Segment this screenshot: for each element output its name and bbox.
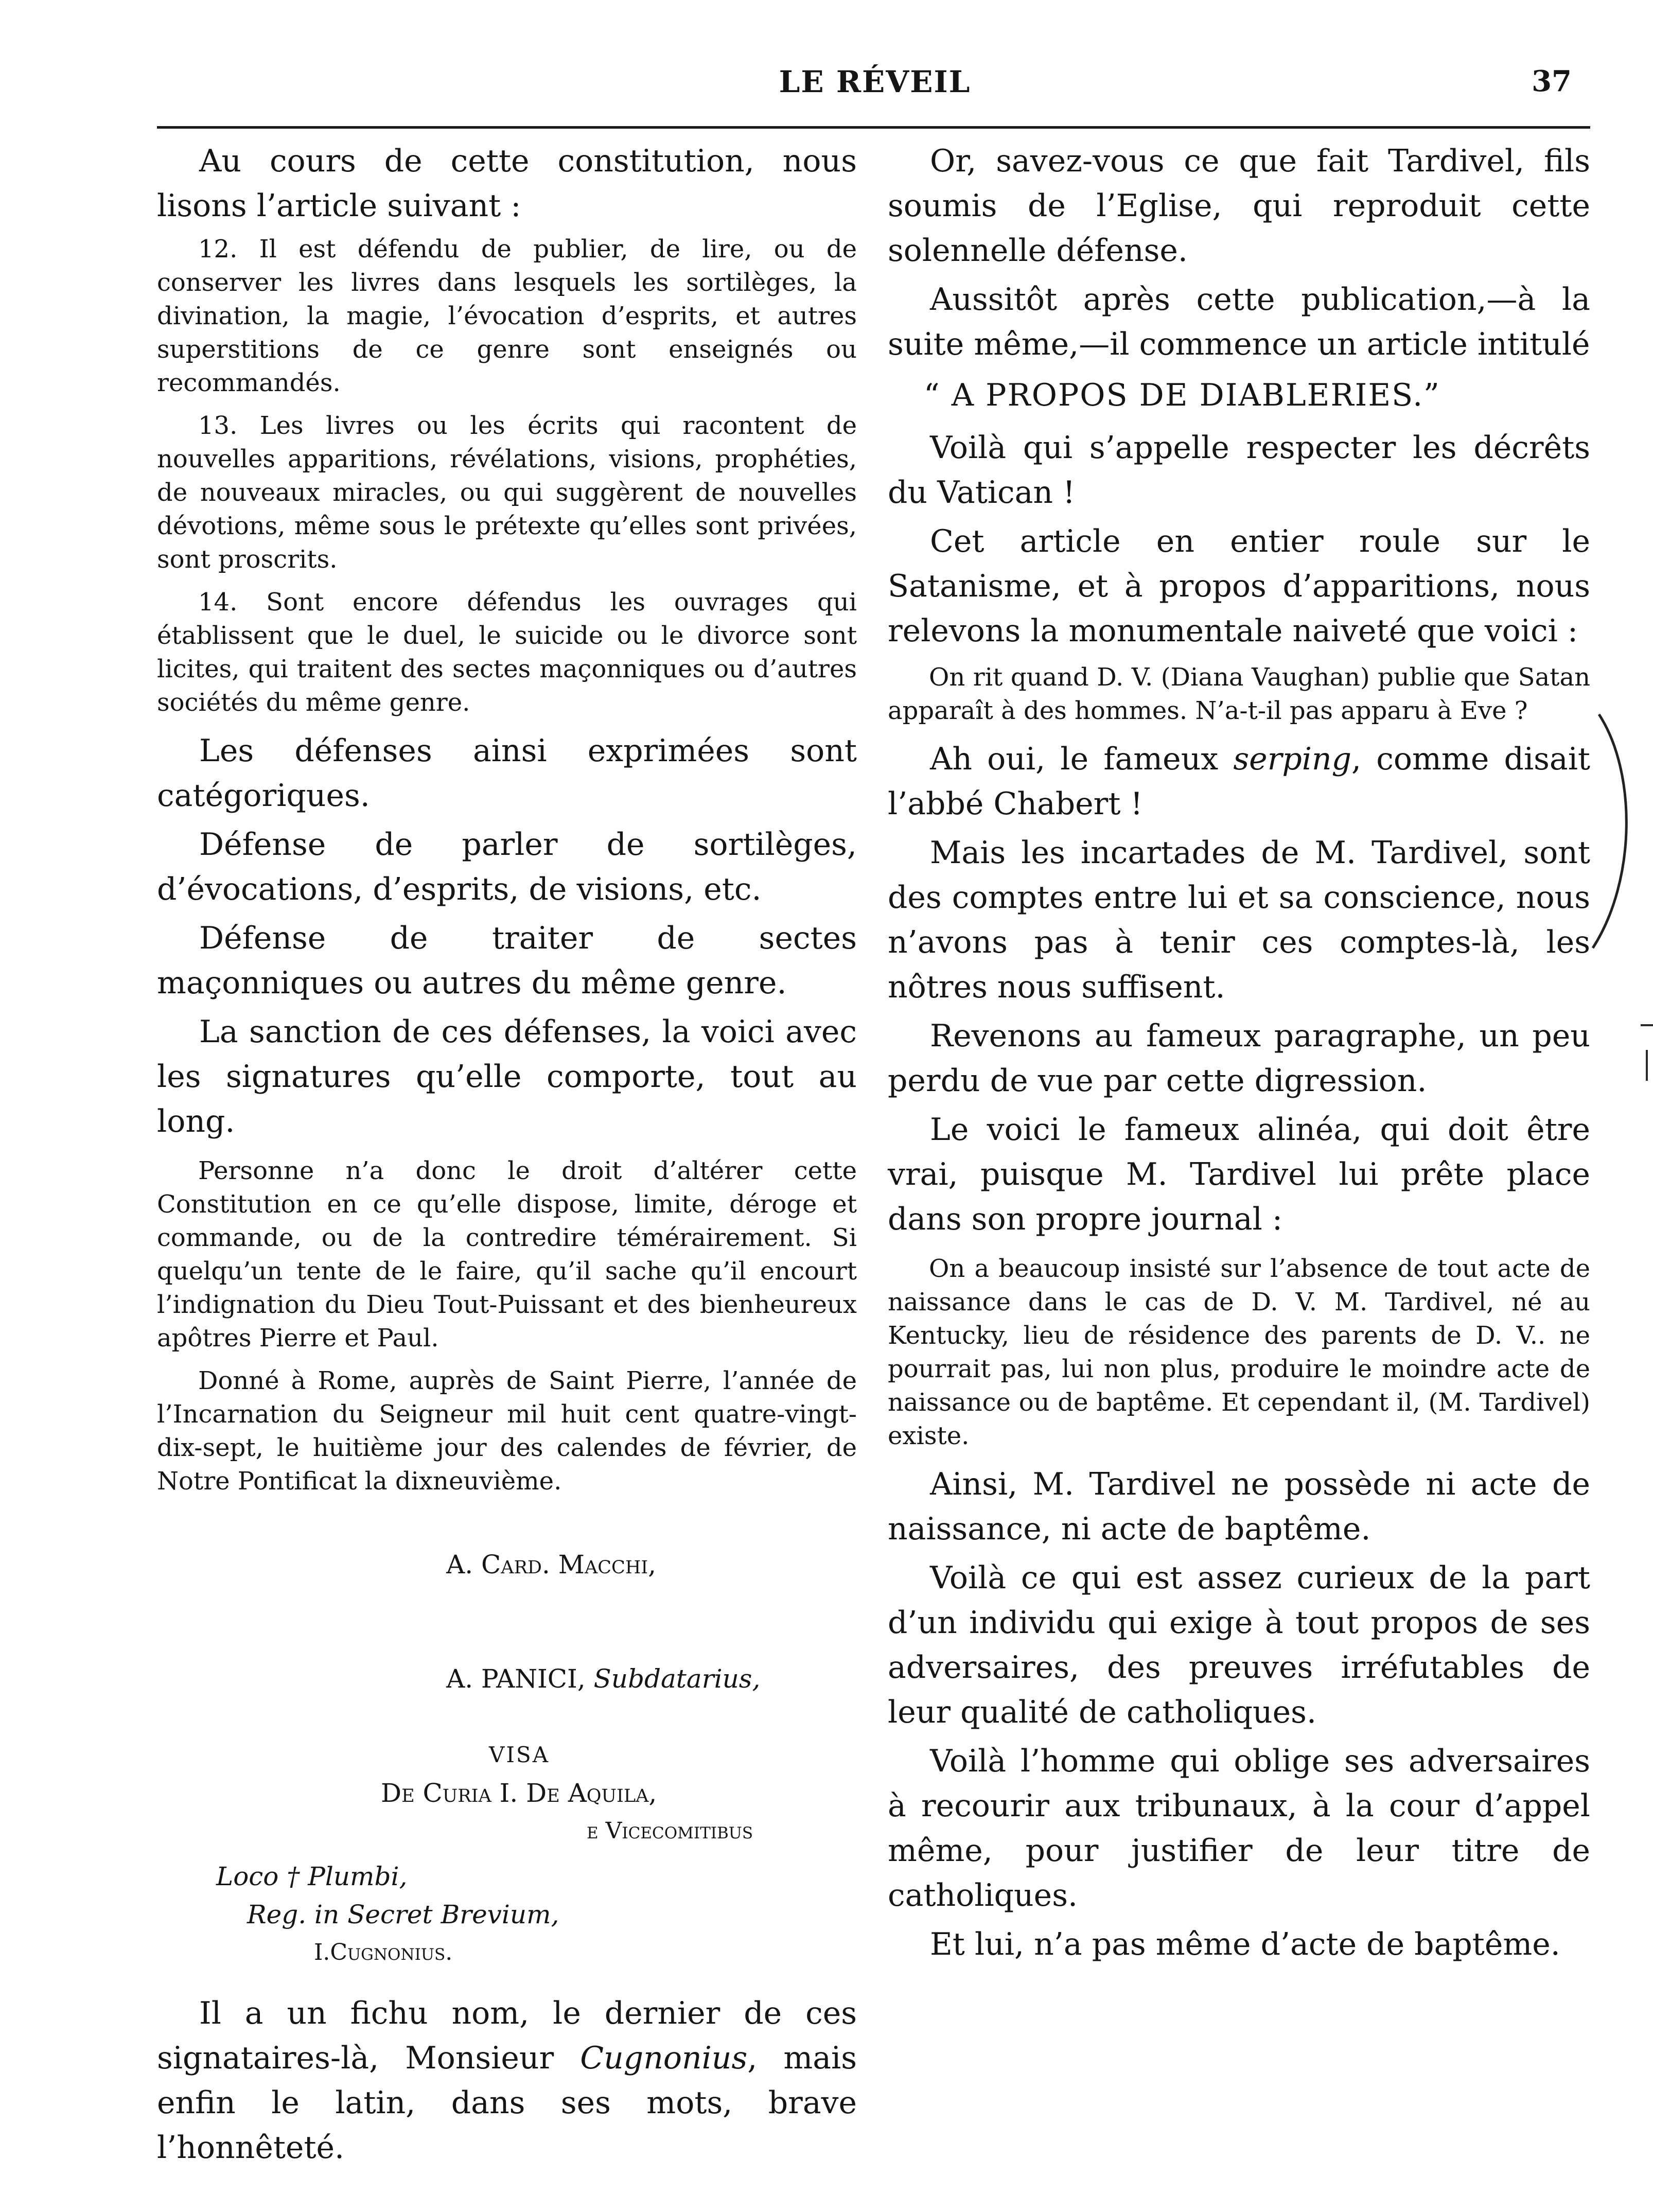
paragraph-ainsi: Ainsi, M. Tardivel ne possède ni acte de naissance, ni acte de baptême. — [888, 1466, 1590, 1547]
article-heading: “ A PROPOS DE DIABLERIES.” — [924, 377, 1440, 413]
paragraph-satanisme: Cet article en entier roule sur le Satanisme, et à propos d’apparitions, nous relevons la monumentale naiveté que voici : — [888, 523, 1590, 649]
paragraph-et-lui: Et lui, n’a pas même d’acte de baptême. — [930, 1926, 1560, 1962]
margin-tick-mark — [1641, 1024, 1653, 1026]
article-13: 13. Les livres ou les écrits qui racontent de nouvelles apparitions, révélations, visions, prophéties, de nouveaux miracles, ou qui suggèrent de nouvelles dévotions, même sous le prétexte qu’elles sont privées, sont proscrits. — [157, 411, 857, 574]
reg-in-secret-brevium: Reg. in Secret Brevium, — [247, 1900, 559, 1929]
loco-plumbi: Loco † Plumbi, — [216, 1862, 408, 1891]
paragraph-categoriques: Les défenses ainsi exprimées sont catégoriques. — [157, 733, 857, 814]
paragraph-or-savez-vous: Or, savez-vous ce que fait Tardivel, fils soumis de l’Eglise, qui reproduit cette solennelle défense. — [888, 143, 1590, 269]
visa-label: VISA — [489, 1742, 550, 1767]
signature-cugnonius: I.Cugnonius. — [314, 1939, 453, 1965]
paragraph-fichu-nom: Il a un fichu nom, le dernier de ces signataires-là, Monsieur Cugnonius, mais enfin le latin, dans ses mots, brave l’honnêteté. — [157, 1995, 857, 2166]
right-column — [888, 139, 1590, 1971]
quote-donne-a-rome: Donné à Rome, auprès de Saint Pierre, l’année de l’Incarnation du Seigneur mil huit cent quatre-vingt-dix-sept, le huitième jour des calendes de février, de Notre Pontificat la dixneuvième. — [157, 1366, 857, 1496]
paragraph-voila-homme: Voilà l’homme qui oblige ses adversaires à recourir aux tribunaux, à la cour d’appel même, pour justifier de leur titre de catholiques. — [888, 1743, 1590, 1913]
paragraph-voila-decrets: Voilà qui s’appelle respecter les décrêts du Vatican ! — [888, 430, 1590, 511]
paragraph-sectes: Défense de traiter de sectes maçonniques ou autres du même genre. — [157, 920, 857, 1001]
margin-tick-mark-vertical — [1646, 1050, 1648, 1081]
paragraph-sanction: La sanction de ces défenses, la voici avec les signatures qu’elle comporte, tout au long. — [157, 1014, 857, 1139]
article-14: 14. Sont encore défendus les ouvrages qui établissent que le duel, le suicide ou le divorce sont licites, qui traitent des sectes maçonniques ou d’autres sociétés du même genre. — [157, 588, 857, 717]
running-header-title: LE RÉVEIL — [779, 64, 971, 99]
paragraph-intro: Au cours de cette constitution, nous lisons l’article suivant : — [157, 143, 857, 224]
paragraph-aussitot: Aussitôt après cette publication,—à la suite même,—il commence un article intitulé — [888, 282, 1590, 362]
quote-personne: Personne n’a donc le droit d’altérer cette Constitution en ce qu’elle dispose, limite, déroge et commande, ou de la contredire témérairement. Si quelqu’un tente de le faire, qu’il sache qu’il encourt l’indignation du Dieu Tout-Puissant et des bienheureux apôtres Pierre et Paul. — [157, 1156, 857, 1353]
article-12: 12. Il est défendu de publier, de lire, ou de conserver les livres dans lesquels les sortilèges, la divination, la magie, l’évocation d’esprits, et autres superstitions de ce genre sont enseignés ou recommandés. — [157, 235, 857, 397]
paragraph-revenons: Revenons au fameux paragraphe, un peu perdu de vue par cette digression. — [888, 1018, 1590, 1099]
quote-on-rit: On rit quand D. V. (Diana Vaughan) publie que Satan apparaît à des hommes. N’a-t-il pas apparu à Eve ? — [888, 663, 1590, 725]
signature-macchi: A. Card. Macchi, — [446, 1550, 657, 1579]
signature-vicecomitibus: e Vicecomitibus — [587, 1818, 753, 1844]
paragraph-voila-curieux: Voilà ce qui est assez curieux de la part d’un individu qui exige à tout propos de ses adversaires, des preuves irréfutables de leur qualité de catholiques. — [888, 1560, 1590, 1730]
left-column — [157, 139, 857, 2174]
paragraph-serping: Ah oui, le fameux serping, comme disait l’abbé Chabert ! — [888, 741, 1590, 822]
signature-panici-title: Subdatarius, — [593, 1664, 761, 1694]
name-cugnonius: Cugnonius — [580, 2040, 748, 2076]
signature-panici: A. PANICI, — [446, 1664, 594, 1694]
paragraph-incartades: Mais les incartades de M. Tardivel, sont des comptes entre lui et sa conscience, nous n’avons pas à tenir ces comptes-là, les nôtres nous suffisent. — [888, 835, 1590, 1005]
paragraph-sortileges: Défense de parler de sortilèges, d’évocations, d’esprits, de visions, etc. — [157, 827, 857, 907]
margin-bracket-mark — [1588, 710, 1634, 952]
quote-on-a-beaucoup: On a beaucoup insisté sur l’absence de tout acte de naissance dans le cas de D. V. M. Tardivel, né au Kentucky, lieu de résidence des parents de D. V.. ne pourrait pas, lui non plus, produire le moindre acte de naissance ou de baptême. Et cependant il, (M. Tardivel) existe. — [888, 1254, 1590, 1450]
signature-de-curia: De Curia I. De Aquila, — [381, 1778, 657, 1808]
signature-block — [157, 1507, 857, 1972]
header-rule — [157, 126, 1590, 129]
word-serping: serping — [1233, 741, 1352, 777]
page-number: 37 — [1532, 64, 1572, 98]
paragraph-le-voici: Le voici le fameux alinéa, qui doit être vrai, puisque M. Tardivel lui prête place dans son propre journal : — [888, 1112, 1590, 1237]
